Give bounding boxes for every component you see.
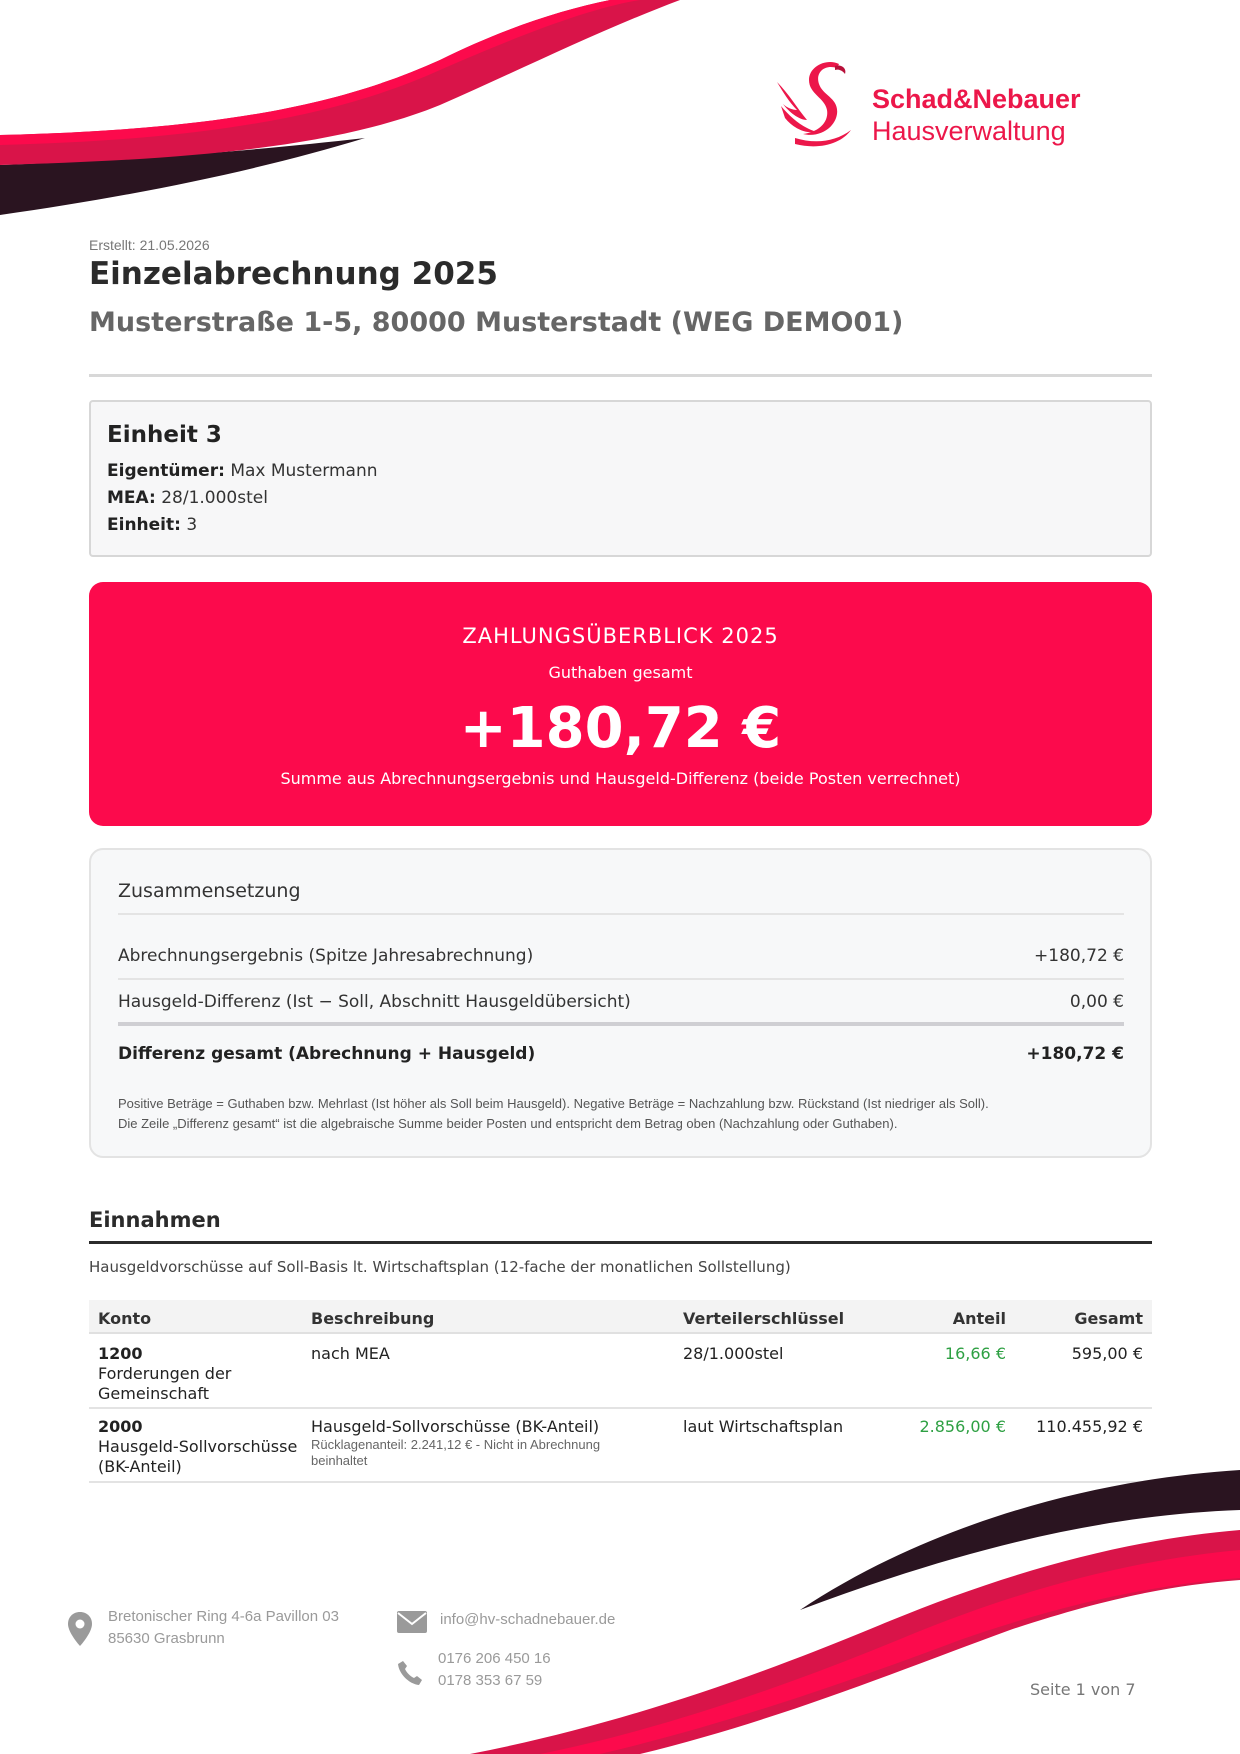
composition-box — [89, 848, 1152, 1158]
column-header-description: Beschreibung — [311, 1309, 435, 1328]
footer-phone[interactable]: 0178 353 67 59 — [438, 1672, 543, 1689]
unit-number-line — [107, 515, 197, 535]
table-row — [89, 1334, 1152, 1409]
composition-note — [118, 1094, 1128, 1134]
phone-icon — [397, 1660, 423, 1686]
composition-row-label: Hausgeld-Differenz (Ist − Soll, Abschnitt Hausgeldübersicht) — [118, 992, 631, 1012]
composition-row-value: +180,72 € — [1034, 946, 1124, 966]
location-pin-icon — [68, 1612, 92, 1646]
income-table-header — [89, 1300, 1152, 1334]
konto-number: 1200 — [98, 1344, 143, 1363]
description-text: Hausgeld-Sollvorschüsse (BK-Anteil) — [311, 1417, 600, 1436]
footer-swoosh-decoration — [0, 1400, 1240, 1754]
konto-name: Forderungen der Gemeinschaft — [98, 1364, 232, 1403]
key-cell: laut Wirtschaftsplan — [683, 1417, 844, 1436]
document-title: Einzelabrechnung 2025 — [89, 256, 498, 292]
column-header-key: Verteilerschlüssel — [683, 1309, 845, 1328]
payment-label: Guthaben gesamt — [548, 663, 693, 682]
header-divider — [89, 374, 1152, 377]
footer-email[interactable]: info@hv-schadnebauer.de — [440, 1611, 616, 1628]
composition-title: Zusammensetzung — [118, 880, 301, 902]
company-logo — [775, 58, 1115, 150]
income-section-title: Einnahmen — [89, 1208, 221, 1232]
composition-divider — [118, 978, 1124, 980]
header-swoosh-decoration — [0, 0, 700, 215]
column-header-total: Gesamt — [1074, 1309, 1143, 1328]
composition-total-divider — [118, 1022, 1124, 1026]
share-cell: 16,66 € — [944, 1344, 1006, 1363]
income-description: Hausgeldvorschüsse auf Soll-Basis lt. Wirtschaftsplan (12-fache der monatlichen Sollstellung) — [89, 1258, 791, 1276]
composition-note-line: Positive Beträge = Guthaben bzw. Mehrlast (Ist höher als Soll beim Hausgeld). Negative Beträge = Nachzahlung bzw. Rückstand (Ist niedriger als Soll). — [118, 1096, 989, 1111]
footer-phone[interactable]: 0176 206 450 16 — [438, 1650, 551, 1667]
property-address: Musterstraße 1-5, 80000 Musterstadt (WEG DEMO01) — [89, 307, 904, 338]
composition-row-value: 0,00 € — [1069, 992, 1124, 1012]
footer-address-line: Bretonischer Ring 4-6a Pavillon 03 — [108, 1608, 339, 1625]
composition-note-line: Die Zeile „Differenz gesamt“ ist die algebraische Summe beider Posten und entspricht dem Betrag oben (Nachzahlung oder Guthaben). — [118, 1116, 898, 1131]
konto-cell — [98, 1344, 298, 1404]
total-cell: 110.455,92 € — [1036, 1417, 1143, 1436]
konto-name: Hausgeld-Sollvorschüsse (BK-Anteil) — [98, 1437, 298, 1476]
created-date: Erstellt: 21.05.2026 — [89, 237, 210, 253]
payment-note: Summe aus Abrechnungsergebnis und Hausgeld-Differenz (beide Posten verrechnet) — [280, 769, 961, 788]
unit-info-box — [89, 400, 1152, 557]
brand-subtitle: Hausverwaltung — [872, 116, 1066, 146]
owner-line — [107, 461, 378, 481]
owner-label: Eigentümer: — [107, 461, 225, 481]
brand-name: Schad&Nebauer — [872, 84, 1081, 114]
mea-label: MEA: — [107, 488, 156, 508]
unit-title: Einheit 3 — [107, 422, 222, 448]
description-cell — [311, 1344, 390, 1364]
unit-number-value: 3 — [186, 515, 198, 535]
mea-line — [107, 488, 268, 508]
mea-value: 28/1.000stel — [161, 488, 268, 508]
payment-overview-box — [89, 582, 1152, 826]
swan-logo-icon — [775, 58, 870, 150]
total-cell: 595,00 € — [1071, 1344, 1143, 1363]
unit-number-label: Einheit: — [107, 515, 181, 535]
page-number: Seite 1 von 7 — [1030, 1680, 1136, 1699]
key-cell: 28/1.000stel — [683, 1344, 784, 1363]
column-header-konto: Konto — [98, 1309, 152, 1328]
composition-total-label: Differenz gesamt (Abrechnung + Hausgeld) — [118, 1044, 536, 1064]
description-text: nach MEA — [311, 1344, 390, 1363]
column-header-share: Anteil — [952, 1309, 1006, 1328]
description-note: Rücklagenanteil: 2.241,12 € - Nicht in Abrechnung beinhaltet — [311, 1437, 601, 1468]
composition-total-value: +180,72 € — [1026, 1044, 1124, 1064]
payment-heading: ZAHLUNGSÜBERBLICK 2025 — [462, 624, 779, 648]
owner-value: Max Mustermann — [230, 461, 378, 481]
composition-row-label: Abrechnungsergebnis (Spitze Jahresabrechnung) — [118, 946, 534, 966]
income-section-divider — [89, 1241, 1152, 1244]
email-icon — [397, 1611, 427, 1633]
composition-divider — [118, 913, 1124, 915]
konto-number: 2000 — [98, 1417, 143, 1436]
share-cell: 2.856,00 € — [919, 1417, 1006, 1436]
payment-amount: +180,72 € — [459, 696, 782, 761]
footer-address-line: 85630 Grasbrunn — [108, 1630, 225, 1647]
